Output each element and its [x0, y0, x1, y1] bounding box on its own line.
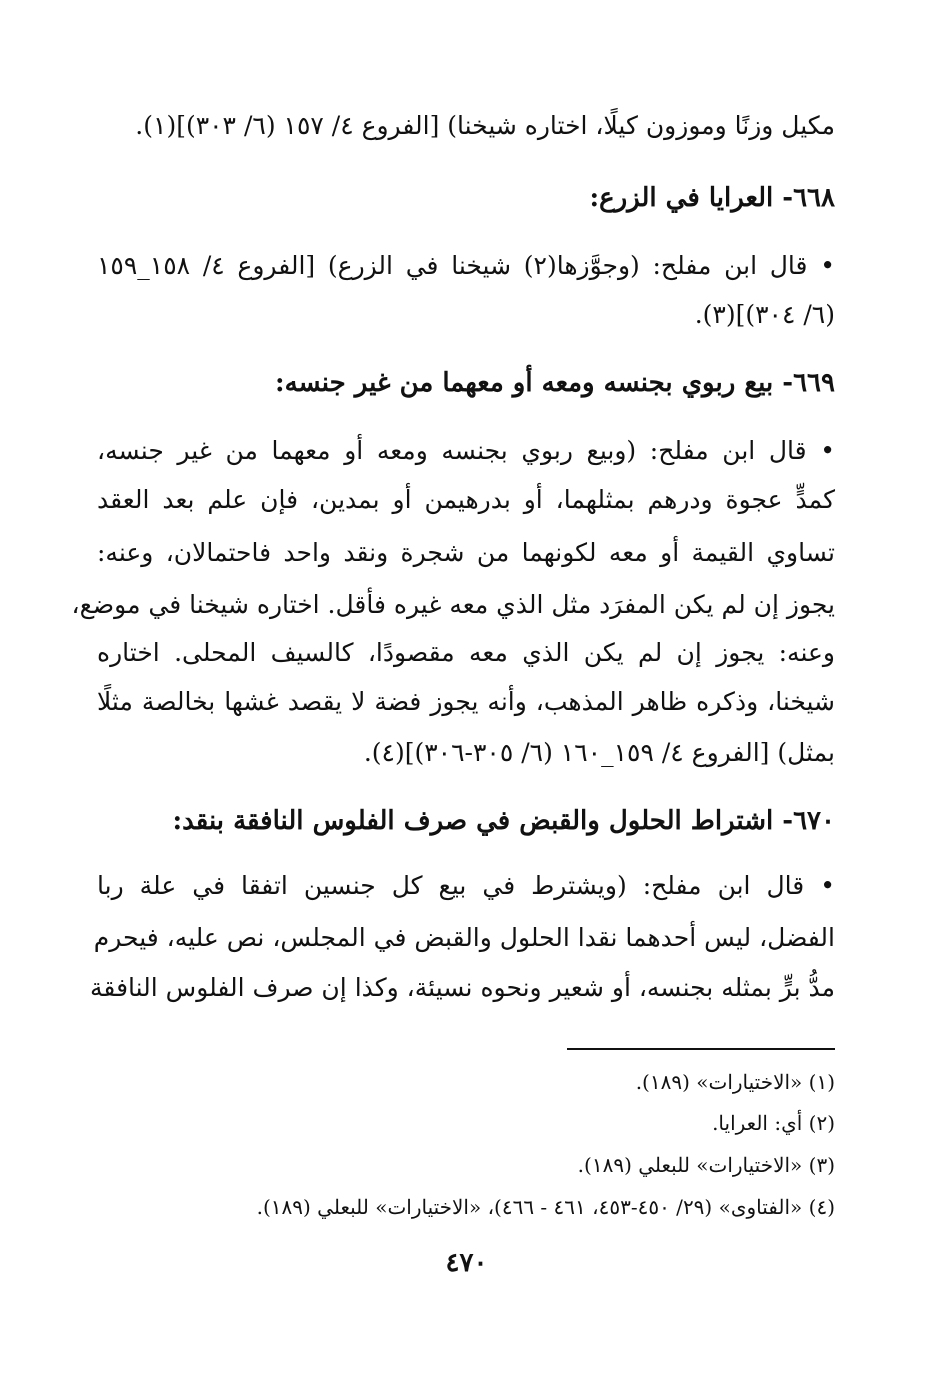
- text-line: (٦/ ٣٠٤)](٣).: [694, 300, 835, 329]
- text-line: مكيل وزنًا وموزون كيلًا، اختاره شيخنا) [الفروع ٤/ ١٥٧ (٦/ ٣٠٣)](١).: [135, 111, 835, 140]
- text-line: يجوز إن لم يكن المفرَد مثل الذي معه غيره فأقل. اختاره شيخنا في موضع،: [71, 590, 835, 619]
- paragraph-669-l4: [71, 590, 835, 619]
- text-line: • قال ابن مفلح: (وبيع ربوي بجنسه ومعه أو معهما من غير جنسه،: [97, 436, 835, 465]
- paragraph-669-l2: [97, 487, 835, 512]
- paragraph-669-l7: [97, 740, 835, 765]
- section-heading-670: [97, 808, 835, 834]
- heading-text: ٦٦٩- بيع ربوي بجنسه ومعه أو معهما من غير جنسه:: [275, 368, 835, 398]
- paragraph-669-l3: [97, 540, 835, 565]
- footnote-4: (٤) «الفتاوى» (٢٩/ ٤٥٠-٤٥٣، ٤٦١ - ٤٦٦)، «الاختيارات» للبعلي (١٨٩).: [256, 1195, 835, 1219]
- section-heading-669: [97, 370, 835, 396]
- page-number: ٤٧٠: [445, 1248, 488, 1278]
- paragraph-669-l6: [97, 689, 835, 714]
- footnote-separator: [567, 1048, 835, 1050]
- footnote-2: (٢) أي: العرايا.: [712, 1111, 835, 1135]
- paragraph-670-l3: [90, 973, 835, 1002]
- section-heading-668: [97, 185, 835, 211]
- text-line: • قال ابن مفلح: (ويشترط في بيع كل جنسين اتفقا في علة ربا: [97, 871, 835, 900]
- text-line: الفضل، ليس أحدهما نقدا الحلول والقبض في المجلس، نص عليه، فيحرم: [93, 923, 835, 952]
- text-line: • قال ابن مفلح: (وجوَّزها(٢) شيخنا في الزرع) [الفروع ٤/ ١٥٨_١٥٩: [97, 251, 835, 280]
- paragraph-668: [97, 253, 835, 278]
- paragraph-669-l5: [97, 640, 835, 665]
- text-line: شيخنا، وذكره ظاهر المذهب، وأنه يجوز فضة لا يقصد غشها بخالصة مثلًا: [97, 687, 835, 716]
- paragraph-carryover: [97, 113, 835, 138]
- paragraph-669-l1: [97, 438, 835, 463]
- paragraph-668-cont: [97, 302, 835, 327]
- paragraph-670-l1: [97, 873, 835, 898]
- footnote-1: (١) «الاختيارات» (١٨٩).: [635, 1070, 835, 1094]
- paragraph-670-l2: [93, 923, 835, 952]
- text-line: تساوي القيمة أو معه لكونهما من شجرة ونقد واحد فاحتمالان، وعنه:: [97, 538, 835, 567]
- footnote-3: (٣) «الاختيارات» للبعلي (١٨٩).: [577, 1153, 835, 1177]
- text-line: مدُّ برٍّ بمثله بجنسه، أو شعير ونحوه نسيئة، وكذا إن صرف الفلوس النافقة: [90, 973, 835, 1002]
- text-line: كمدٍّ عجوة ودرهم بمثلهما، أو بدرهيمن أو بمدين، فإن علم بعد العقد: [97, 485, 835, 514]
- heading-text: ٦٦٨- العرايا في الزرع:: [589, 183, 835, 213]
- text-line: وعنه: يجوز إن لم يكن الذي معه مقصودًا، كالسيف المحلى. اختاره: [97, 638, 835, 667]
- text-line: بمثل) [الفروع ٤/ ١٥٩_١٦٠ (٦/ ٣٠٥-٣٠٦)](٤).: [363, 738, 835, 767]
- heading-text: ٦٧٠- اشتراط الحلول والقبض في صرف الفلوس النافقة بنقد:: [172, 806, 835, 836]
